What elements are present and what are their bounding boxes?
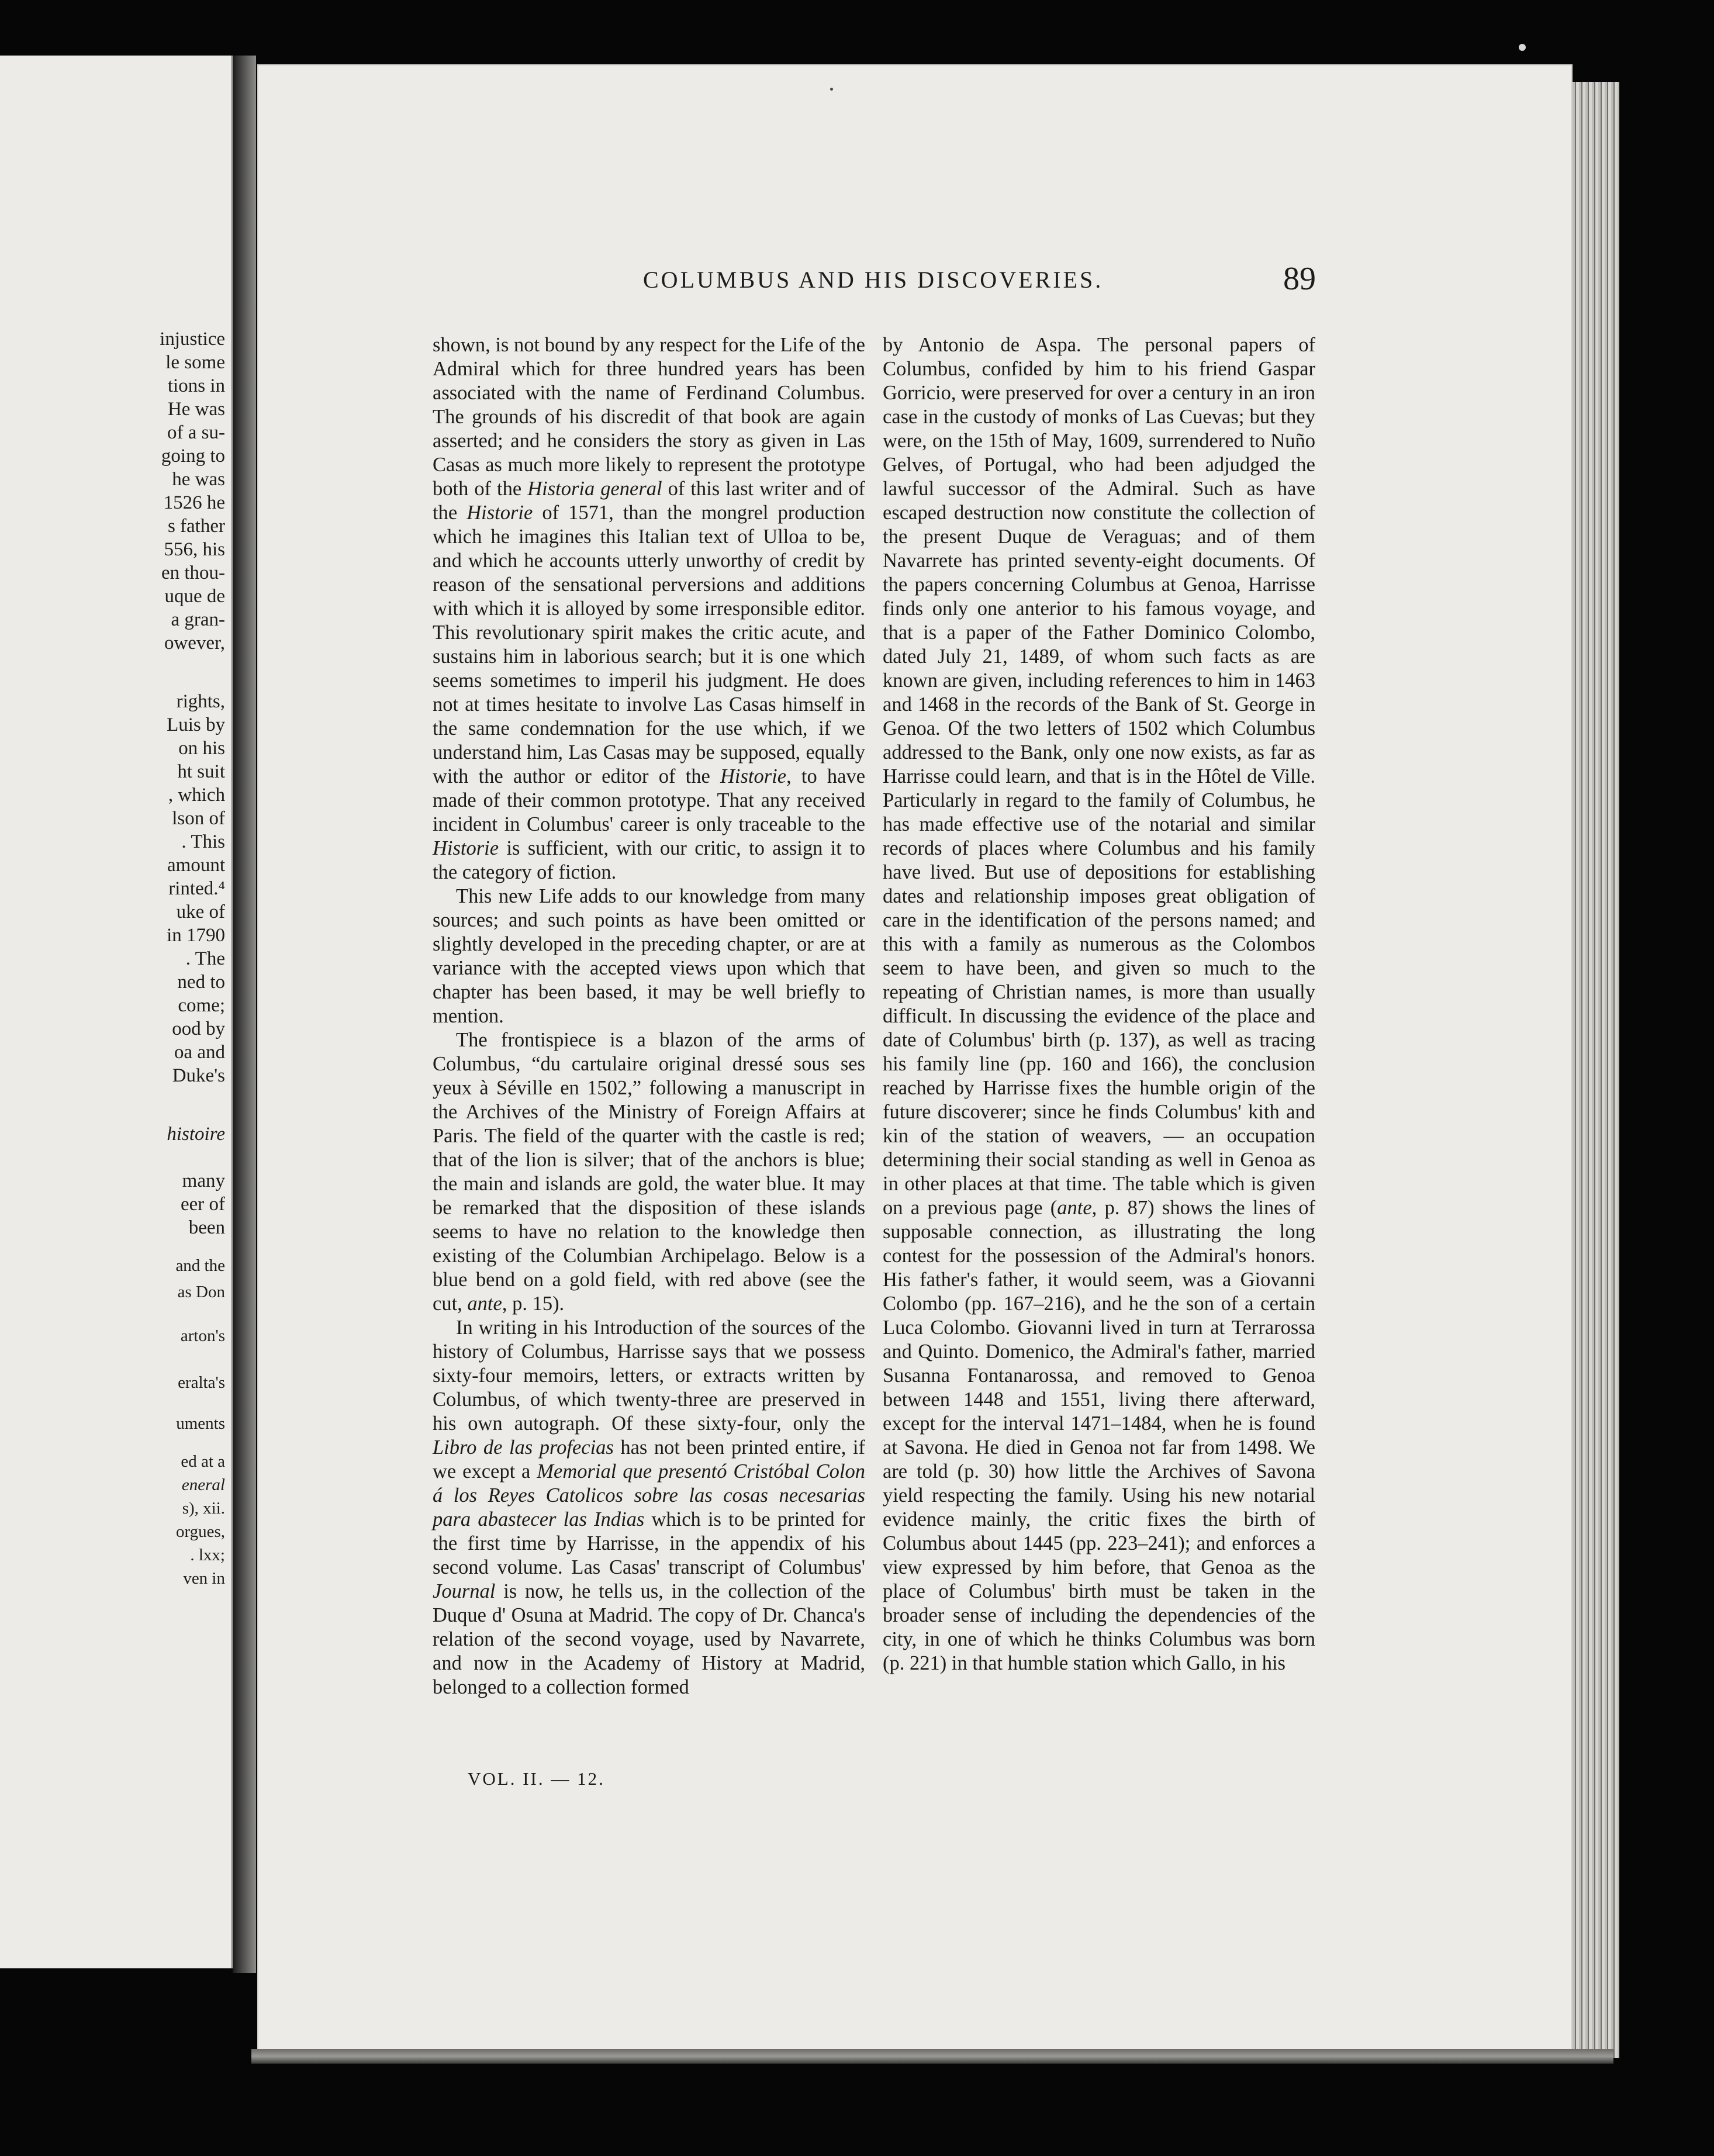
text-run: has not been printed entire, if we except a bbox=[433, 1436, 865, 1483]
fragment-line: going to bbox=[161, 445, 225, 467]
book-gutter bbox=[233, 56, 256, 1973]
italic-run: ante bbox=[467, 1293, 502, 1315]
fragment-line: a gran- bbox=[171, 609, 225, 630]
fragment-line: en thou- bbox=[161, 562, 225, 583]
fragment-line: le some bbox=[165, 352, 225, 373]
fragment-line: arton's bbox=[180, 1326, 225, 1345]
fragment-line: many bbox=[182, 1170, 225, 1191]
text-run: is sufficient, with our critic, to assign it to the category of fiction. bbox=[433, 837, 865, 883]
fragment-line: 556, his bbox=[164, 539, 225, 560]
italic-run: Journal bbox=[433, 1580, 496, 1602]
text-column-right bbox=[883, 333, 1315, 1675]
text-run: , p. 87) shows the lines of supposable connection, as illustrating the long contest for the possession of the Admiral's honors. His father's father, it would seem, was a Giovanni Colombo (pp. 167–216), and he the son of a certain Luca Colombo. Giovanni lived in turn at Terrarossa and Quinto. Domenico, the Admiral's father, married Susanna Fontanarossa, and removed to Genoa between 1448 and 1551, living there afterward, except for the interval 1471–1484, when he is found at Savona. He died in Genoa not far from 1498. We are told (p. 30) how little the Archives of Savona yield respecting the family. Using his new notarial evidence mainly, the critic fixes the birth of Columbus about 1445 (pp. 223–241); and enforces a view expressed by him before, that Genoa as the place of Columbus' birth must be taken in the broader sense of including the dependencies of the city, in one of which he thinks Columbus was born (p. 221) in that humble station which Gallo, in his bbox=[883, 1197, 1315, 1674]
fragment-line: uque de bbox=[164, 586, 225, 607]
page-number: 89 bbox=[1283, 261, 1316, 297]
fragment-line: Duke's bbox=[172, 1065, 225, 1086]
text-run: shown, is not bound by any respect for the Life of the Admiral which for three hundred years has been associated with the name of Ferdinand Columbus. The grounds of his discredit of that book are again asserted; and he considers the story as given in Las Casas as much more likely to represent the prototype both of the bbox=[433, 334, 865, 500]
paragraph bbox=[433, 1028, 865, 1316]
fragment-line: histoire bbox=[167, 1124, 225, 1145]
fragment-line: on his bbox=[178, 738, 225, 759]
fragment-line: amount bbox=[167, 855, 225, 876]
fragment-line: . lxx; bbox=[190, 1546, 225, 1564]
text-run: of 1571, than the mongrel production which he imagines this Italian text of Ulloa to be, and which he accounts utterly unworthy of credit by reason of the sensational perversions and additions with which it is alloyed by some irresponsible editor. This revolutionary spirit makes the critic acute, and sustains him in laborious search; but it is one which seems sometimes to imperil his judgment. He does not at times hesitate to involve Las Casas himself in the same condemnation for the use which, if we understand him, Las Casas may be supposed, equally with the author or editor of the bbox=[433, 502, 866, 787]
fragment-line: uke of bbox=[176, 901, 225, 922]
running-head: COLUMBUS AND HIS DISCOVERIES. bbox=[643, 267, 1104, 293]
fragment-line: ood by bbox=[172, 1018, 225, 1039]
fragment-line: as Don bbox=[177, 1283, 225, 1301]
fragment-line: ed at a bbox=[181, 1452, 225, 1471]
fragment-line: 1526 he bbox=[163, 492, 225, 513]
fragment-line: s father bbox=[167, 516, 225, 537]
fragment-line: in 1790 bbox=[167, 925, 225, 946]
fragment-line: ht suit bbox=[177, 761, 225, 782]
italic-run: Historie bbox=[720, 765, 787, 787]
italic-run: Historie bbox=[466, 502, 533, 524]
paragraph bbox=[433, 333, 865, 884]
fragment-line: he was bbox=[172, 469, 225, 490]
fragment-line: eralta's bbox=[178, 1373, 225, 1392]
fragment-line: eer of bbox=[180, 1194, 225, 1215]
text-run: In writing in his Introduction of the sources of the history of Columbus, Harrisse says that we possess sixty-four memoirs, letters, or extracts written by Columbus, of which twenty-three are preserved in his own autograph. Of these sixty-four, only the bbox=[433, 1317, 865, 1435]
fragment-line: and the bbox=[175, 1256, 225, 1275]
speck bbox=[830, 88, 833, 91]
fragment-line: lson of bbox=[172, 808, 225, 829]
signature-mark: VOL. II. — 12. bbox=[468, 1768, 605, 1789]
paragraph bbox=[433, 884, 865, 1028]
fragment-line: come; bbox=[178, 995, 225, 1016]
fragment-line: He was bbox=[167, 399, 225, 420]
italic-run: Historie bbox=[433, 837, 499, 859]
italic-run: ante bbox=[1057, 1197, 1092, 1219]
text-run: , p. 15). bbox=[502, 1293, 565, 1315]
fragment-line: orgues, bbox=[175, 1522, 225, 1541]
text-run: which is to be printed for the first time by Harrisse, in the appendix of his second volume. Las Casas' transcript of Columbus' bbox=[433, 1508, 865, 1578]
fragment-line: of a su- bbox=[167, 422, 225, 443]
fragment-line: been bbox=[188, 1217, 225, 1238]
fragment-line: injustice bbox=[160, 329, 225, 350]
fragment-line: s), xii. bbox=[182, 1499, 225, 1518]
previous-page-fragment bbox=[0, 56, 233, 1968]
fragment-line: uments bbox=[176, 1414, 225, 1433]
italic-run: Historia general bbox=[527, 478, 662, 500]
text-run: of this last writer and of the bbox=[433, 478, 865, 524]
text-run: , to have made of their common prototype. That any received incident in Columbus' career is only traceable to the bbox=[433, 765, 866, 835]
fragment-line: . This bbox=[181, 831, 225, 852]
fragment-line: . The bbox=[185, 948, 225, 969]
fragment-line: ned to bbox=[177, 972, 225, 993]
paragraph bbox=[433, 1316, 865, 1699]
text-run: by Antonio de Aspa. The personal papers of Columbus, confided by him to his friend Gaspar Gorricio, were preserved for over a century in an iron case in the custody of monks of Las Cuevas; but they were, on the 15th of May, 1609, surrendered to Nuño Gelves, of Portugal, who had been adjudged the lawful successor of the Admiral. Such as have escaped destruction now constitute the collection of the present Duque de Veraguas; and of them Navarrete has printed seventy-eight documents. Of the papers concerning Columbus at Genoa, Harrisse finds only one anterior to his famous voyage, and that is a paper of the Father Dominico Colombo, dated July 21, 1489, of whom such facts as are known are given, including references to him in 1463 and 1468 in the records of the Bank of St. George in Genoa. Of the two letters of 1502 which Columbus addressed to the Bank, only one now exists, as far as Harrisse could learn, and that is in the Hôtel de Ville. Particularly in regard to the family of Columbus, he has made effective use of the notarial and similar records of places where Columbus and his family have lived. But use of depositions for establishing dates and relationship imposes great obligation of care in the identification of the persons named; and this with a family as numerous as the Colombos seem to have been, and given so much to the repeating of Christian names, is more than usually difficult. In discussing the evidence of the place and date of Columbus' birth (p. 137), as well as tracing his family line (pp. 160 and 166), the conclusion reached by Harrisse fixes the humble origin of the future discoverer; since he finds Columbus' kith and kin of the station of weavers, — an occupation determining their social standing as well in Genoa as in other places at that time. The table which is given on a previous page ( bbox=[883, 334, 1315, 1219]
fragment-line: rinted.⁴ bbox=[168, 878, 225, 899]
text-run: is now, he tells us, in the collection of the Duque d' Osuna at Madrid. The copy of Dr. Chanca's relation of the second voyage, used by Navarrete, and now in the Academy of History at Madrid, belonged to a collection formed bbox=[433, 1580, 865, 1698]
italic-run: Libro de las profecias bbox=[433, 1436, 614, 1459]
fragment-line: eneral bbox=[181, 1476, 225, 1494]
text-column-left bbox=[433, 333, 865, 1699]
paragraph bbox=[883, 333, 1315, 1675]
italic-run: Memorial que presentó Cristóbal Colon á los Reyes Catolicos sobre las cosas necesarias para abastecer las Indias bbox=[433, 1460, 865, 1530]
fragment-line: rights, bbox=[176, 691, 225, 712]
fragment-line: Luis by bbox=[167, 714, 225, 735]
book-bottom-edge bbox=[251, 2049, 1613, 2064]
text-run: This new Life adds to our knowledge from many sources; and such points as have been omitted or slightly developed in the preceding chapter, or are at variance with the accepted views upon which that chapter has been based, it may be well briefly to mention. bbox=[433, 885, 865, 1027]
fragment-line: owever, bbox=[164, 633, 225, 654]
fragment-line: , which bbox=[168, 785, 225, 806]
page-edges bbox=[1573, 82, 1619, 2058]
text-run: The frontispiece is a blazon of the arms of Columbus, “du cartulaire original dressé sous ses yeux à Séville en 1502,” following a manuscript in the Archives of the Ministry of Foreign Affairs at Paris. The field of the quarter with the castle is red; that of the lion is silver; that of the anchors is blue; the main and islands are gold, the water blue. It may be remarked that the disposition of these islands seems to have no relation to the knowledge then existing of the Columbian Archipelago. Below is a blue bend on a gold field, with red above (see the cut, bbox=[433, 1029, 865, 1315]
fragment-line: ven in bbox=[183, 1569, 225, 1588]
speck bbox=[1519, 44, 1526, 51]
fragment-line: oa and bbox=[174, 1042, 225, 1063]
fragment-line: tions in bbox=[167, 375, 225, 396]
